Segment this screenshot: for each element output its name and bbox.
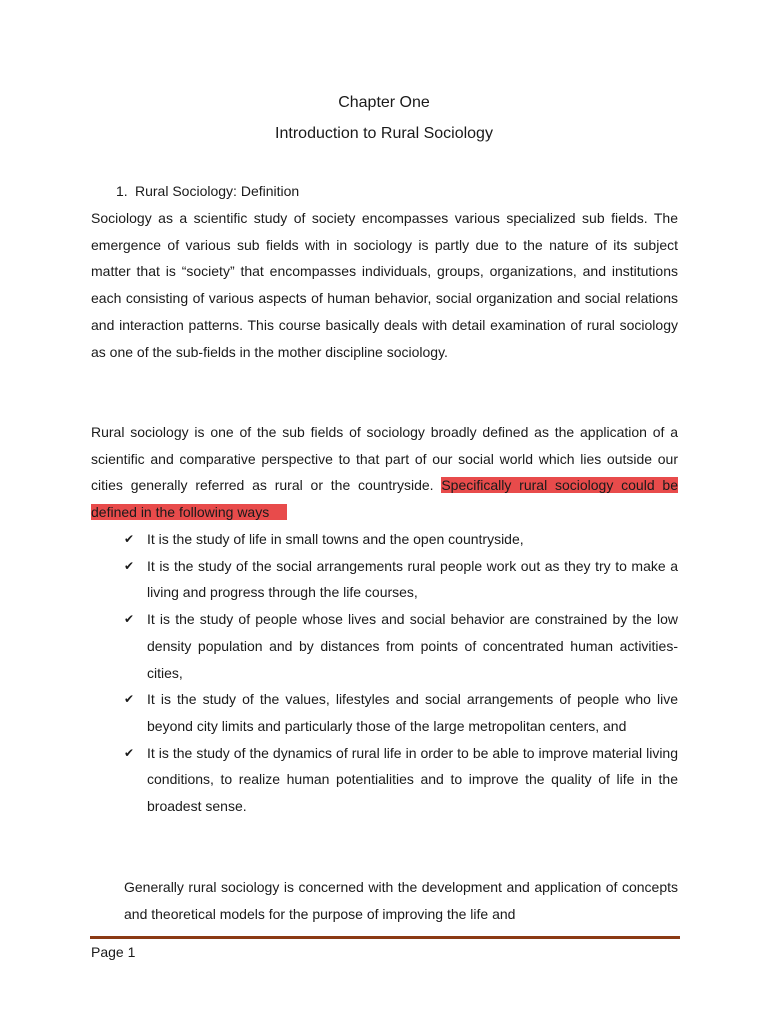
- highlighted-text: Specifically rural sociology could be defined in the following ways: [91, 477, 678, 521]
- footer-divider: [90, 936, 680, 939]
- paragraph-definition: [91, 419, 678, 526]
- list-item-text: It is the study of the dynamics of rural life in order to be able to improve material living conditions, to realize human potentialities and to improve the quality of life in the broadest sense.: [147, 744, 678, 815]
- page-number: Page 1: [91, 944, 136, 960]
- check-mark-icon: ✔: [124, 558, 135, 573]
- list-item-text: It is the study of the social arrangements rural people work out as they try to make a living and progress through the life courses,: [147, 557, 678, 601]
- section-number: 1.: [116, 183, 128, 199]
- list-item: [124, 526, 678, 553]
- list-item: [124, 686, 678, 739]
- paragraph-summary: Generally rural sociology is concerned with the development and application of concepts and theoretical models for the purpose of improving the life and: [124, 879, 678, 922]
- section-heading-text: Rural Sociology: Definition: [135, 183, 300, 199]
- paragraph-intro: Sociology as a scientific study of society encompasses various specialized sub fields. The emergence of various sub fields with in sociology is partly due to the nature of its subject matter that is “society” that encompasses individuals, groups, organizations, and institutions each consisting of various aspects of human behavior, social organization and social relations and interaction patterns. This course basically deals with detail examination of rural sociology as one of the sub-fields in the mother discipline sociology.: [91, 210, 678, 360]
- section-heading: [116, 181, 299, 201]
- list-item-text: It is the study of people whose lives and social behavior are constrained by the low density population and by distances from points of concentrated human activities- cities,: [147, 611, 678, 681]
- check-mark-icon: ✔: [124, 612, 135, 627]
- list-item-text: It is the study of life in small towns and the open countryside,: [147, 531, 524, 547]
- list-item-text: It is the study of the values, lifestyles and social arrangements of people who live beyond city limits and particularly those of the large metropolitan centers, and: [147, 691, 678, 734]
- paragraph-definition-text: Rural sociology is one of the sub fields of sociology broadly defined as the application of a scientific and comparative perspective to that part of our social world which lies outside our cities generally referred as rural or the countryside.: [91, 424, 678, 494]
- check-mark-icon: ✔: [124, 692, 135, 707]
- chapter-label: Chapter One: [338, 94, 430, 111]
- definition-list: [124, 526, 678, 820]
- list-item: [124, 553, 678, 606]
- chapter-title: Introduction to Rural Sociology: [275, 125, 493, 142]
- check-mark-icon: ✔: [124, 745, 135, 760]
- check-mark-icon: ✔: [124, 532, 135, 546]
- list-item: [124, 740, 678, 820]
- list-item: [124, 606, 678, 686]
